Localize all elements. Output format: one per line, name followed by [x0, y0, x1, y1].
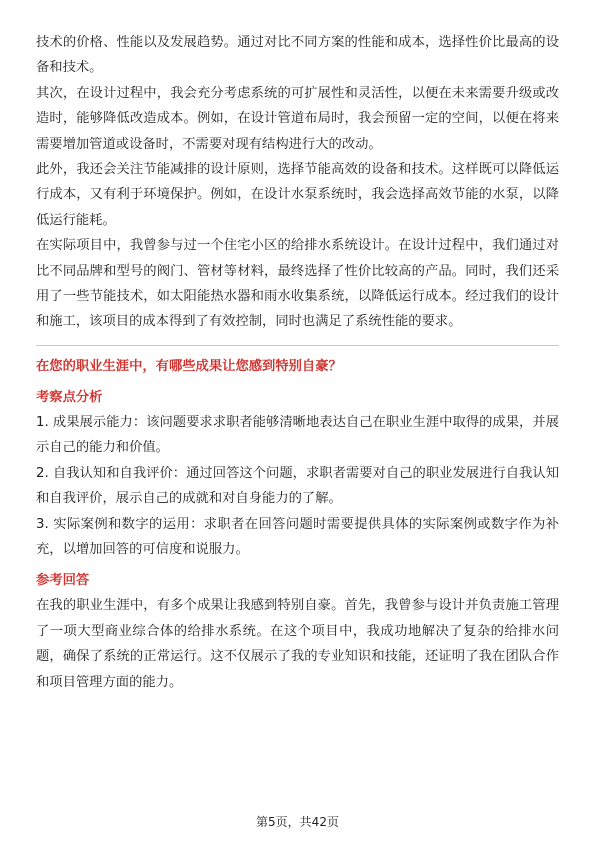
body-paragraph: 其次，在设计过程中，我会充分考虑系统的可扩展性和灵活性，以便在未来需要升级或改造时，能够降低改造成本。例如，在设计管道布局时，我会预留一定的空间，以便在将来需要增加管道或设备时，不需要对现有结构进行大的改动。 — [36, 85, 559, 152]
analysis-point: 2. 自我认知和自我评价：通过回答这个问题，求职者需要对自己的职业发展进行自我认知和自我评价，展示自己的成就和对自身能力的了解。 — [36, 465, 559, 507]
analysis-point: 3. 实际案例和数字的运用：求职者在回答问题时需要提供具体的实际案例或数字作为补充，以增加回答的可信度和说服力。 — [36, 516, 559, 557]
document-page — [36, 30, 559, 695]
answer-paragraph: 在我的职业生涯中，有多个成果让我感到特别自豪。首先，我曾参与设计并负责施工管理了一项大型商业综合体的给排水系统。在这个项目中，我成功地解决了复杂的给排水问题，确保了系统的正常运行。这不仅展示了我的专业知识和技能，还证明了我在团队合作和项目管理方面的能力。 — [36, 598, 559, 690]
interview-question: 在您的职业生涯中，有哪些成果让您感到特别自豪？ — [36, 358, 342, 374]
analysis-point: 1. 成果展示能力：该问题要求求职者能够清晰地表达自己在职业生涯中取得的成果，并展示自己的能力和价值。 — [36, 414, 559, 456]
body-paragraph: 技术的价格、性能以及发展趋势。通过对比不同方案的性能和成本，选择性价比最高的设备和技术。 — [36, 35, 559, 76]
page-number: 第5页，共42页 — [256, 815, 339, 829]
body-paragraph: 在实际项目中，我曾参与过一个住宅小区的给排水系统设计。在设计过程中，我们通过对比不同品牌和型号的阀门、管材等材料，最终选择了性价比较高的产品。同时，我们还采用了一些节能技术，如太阳能热水器和雨水收集系统，以降低运行成本。经过我们的设计和施工，该项目的成本得到了有效控制，同时也满足了系统性能的要求。 — [36, 238, 559, 330]
analysis-heading: 考察点分析 — [36, 389, 103, 405]
section-divider — [36, 345, 559, 346]
answer-heading: 参考回答 — [36, 573, 90, 589]
body-paragraph: 此外，我还会关注节能减排的设计原则，选择节能高效的设备和技术。这样既可以降低运行成本，又有利于环境保护。例如，在设计水泵系统时，我会选择高效节能的水泵，以降低运行能耗。 — [36, 162, 559, 228]
